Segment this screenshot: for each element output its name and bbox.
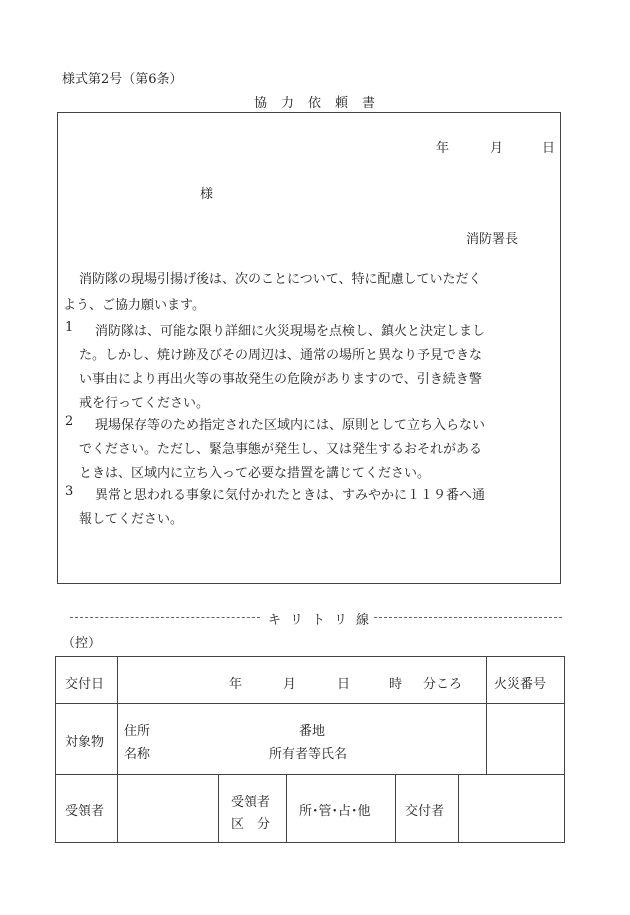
receiver-category-label: 区 分 (231, 817, 271, 832)
copy-label: （控） (62, 636, 102, 651)
date-month-unit: 月 (490, 141, 504, 156)
target-object-label: 対象物 (65, 735, 105, 750)
item-1-line-1: 消防隊は、可能な限り詳細に火災現場を点検し、鎮火と決定しまし (95, 324, 486, 339)
issue-day-unit: 日 (337, 677, 351, 692)
col-divider (458, 774, 459, 842)
item-1-line-2: た。しかし、焼け跡及びその周辺は、通常の場所と異なり予見できな (79, 348, 483, 363)
col-divider (117, 657, 118, 842)
issue-month-unit: 月 (283, 677, 297, 692)
item-2-line-2: でください。ただし、緊急事態が発生し、又は発生するおそれがある (79, 442, 483, 457)
cut-line-right (374, 617, 562, 618)
item-3-number: 3 (65, 484, 74, 499)
issue-hour-unit: 時 (389, 677, 403, 692)
item-3-line-1: 異常と思われる事象に気付かれたときは、すみやかに１１９番へ通 (95, 488, 486, 503)
cut-line-left (70, 617, 260, 618)
owner-name-label: 所有者等氏名 (269, 747, 348, 762)
form-number-label: 様式第2号（第6条） (62, 72, 183, 87)
col-divider (286, 774, 287, 842)
row-divider (56, 703, 564, 704)
col-divider (218, 774, 219, 842)
issue-year-unit: 年 (229, 677, 243, 692)
item-1-line-4: 戒を行ってください。 (79, 396, 210, 411)
item-2-line-1: 現場保存等のため指定された区域内には、原則として立ち入らない (95, 418, 486, 433)
receiver-type-label: 受領者 (231, 795, 271, 810)
date-year-unit: 年 (436, 141, 450, 156)
addressee-suffix: 様 (200, 187, 214, 202)
facility-name-label: 名称 (124, 747, 151, 762)
fire-number-label: 火災番号 (494, 677, 547, 692)
item-3-line-2: 報してください。 (79, 512, 184, 527)
issuer-label: 交付者 (405, 804, 445, 819)
col-divider (486, 657, 487, 774)
item-1-line-3: い事由により再出火等の事故発生の危険がありますので、引き続き警 (79, 372, 482, 387)
col-divider (395, 774, 396, 842)
address-label: 住所 (124, 724, 151, 739)
sender-title: 消防署長 (466, 232, 519, 247)
document-title: 協力依頼書 (254, 96, 390, 111)
date-day-unit: 日 (542, 141, 556, 156)
issue-date-label: 交付日 (65, 677, 105, 692)
item-2-line-3: ときは、区域内に立ち入って必要な措置を講じてください。 (79, 466, 431, 481)
receiver-label: 受領者 (65, 804, 105, 819)
row-divider (56, 774, 564, 775)
intro-line-2: よう、ご協力願います。 (63, 298, 205, 313)
receiver-type-options: 所･管･占･他 (299, 804, 371, 819)
lot-number-label: 番地 (299, 724, 326, 739)
cut-line-label: キリトリ線 (268, 613, 379, 628)
item-1-number: 1 (65, 320, 74, 335)
intro-line-1: 消防隊の現場引揚げ後は、次のことについて、特に配慮していただく (79, 272, 482, 287)
receipt-stub-table (55, 656, 565, 843)
issue-minute-unit: 分ころ (423, 677, 463, 692)
item-2-number: 2 (65, 414, 74, 429)
